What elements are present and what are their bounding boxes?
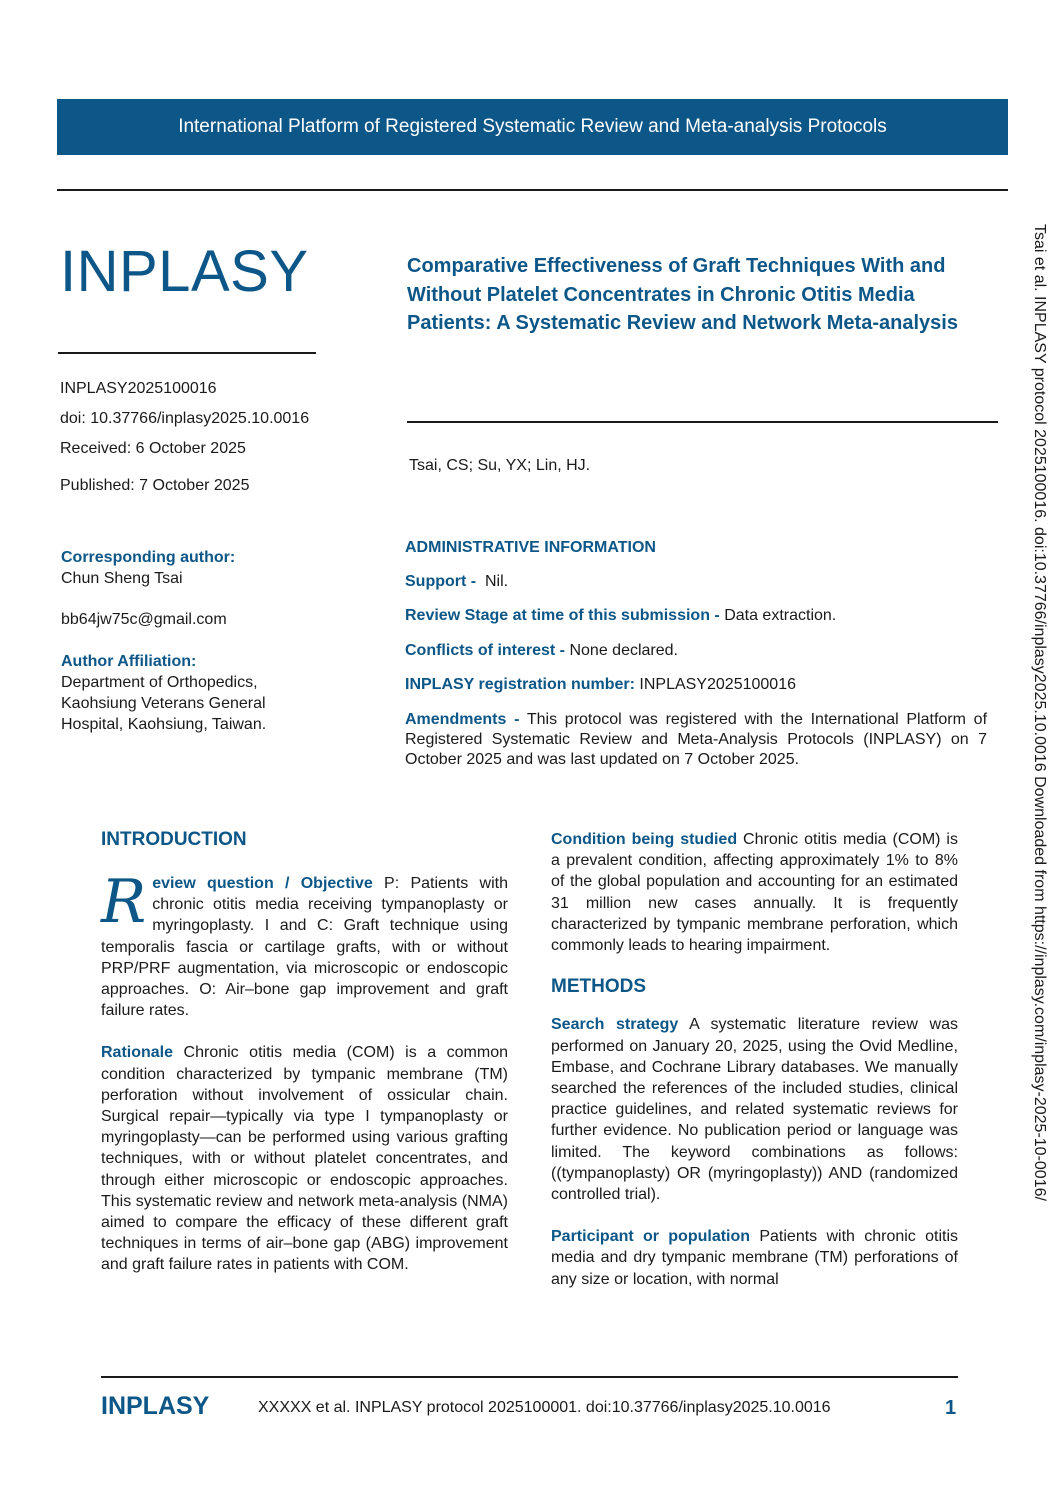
review-stage-value: Data extraction. bbox=[724, 607, 837, 624]
search-strategy-text: A systematic literature review was performed on January 20, 2025, using the Ovid Medline, Embase, and Cochrane Library databases. We manually searched the references of the included studies, clinical practice guidelines, and related systematic reviews for further evidence. No publication period or language was limited. The keyword combinations as follows: ((tympanoplasty) OR (myringoplasty)) AND (randomized controlled trial). bbox=[551, 1016, 959, 1204]
published-date: Published: 7 October 2025 bbox=[60, 477, 250, 494]
review-stage-label: Review Stage at time of this submission - bbox=[405, 607, 720, 624]
admin-conflicts bbox=[405, 641, 987, 661]
footer-rule bbox=[101, 1376, 958, 1378]
participant-text: Patients with chronic otitis media and dry tympanic membrane (TM) perforations of any size or location, with normal bbox=[551, 1228, 959, 1288]
top-rule bbox=[57, 189, 1008, 191]
corresponding-author-block bbox=[61, 547, 311, 735]
title-rule bbox=[407, 421, 998, 423]
conflicts-value: None declared. bbox=[569, 642, 678, 659]
corresponding-author-name: Chun Sheng Tsai bbox=[61, 570, 183, 587]
support-label: Support - bbox=[405, 573, 477, 590]
review-question-text: P: Patients with chronic otitis media receiving tympanoplasty or myringoplasty. I and C: Graft technique using temporalis fascia or cartilage grafts, with or without PRP/PRF augmentation, via microscopic or endoscopic approaches. O: Air–bone gap improvement and graft failure rates. bbox=[101, 875, 508, 1020]
registration-label: INPLASY registration number: bbox=[405, 676, 635, 693]
search-strategy-paragraph bbox=[551, 1014, 958, 1205]
logo-rule bbox=[58, 352, 316, 354]
admin-support bbox=[405, 572, 987, 592]
page-number: 1 bbox=[945, 1397, 957, 1419]
amendments-label: Amendments - bbox=[405, 711, 520, 728]
participant-label: Participant or population bbox=[551, 1228, 751, 1246]
condition-paragraph bbox=[551, 829, 958, 956]
amendments-text: This protocol was registered with the International Platform of Registered Systematic Review and Meta-Analysis Protocols (INPLASY) on 7 October 2025 and was last updated on 7 October 2025. bbox=[405, 711, 988, 768]
participant-paragraph bbox=[551, 1226, 958, 1290]
platform-banner: International Platform of Registered Systematic Review and Meta-analysis Protocols bbox=[57, 99, 1008, 155]
admin-review-stage bbox=[405, 606, 987, 626]
search-strategy-label: Search strategy bbox=[551, 1016, 679, 1034]
drop-cap: R bbox=[101, 867, 147, 937]
condition-label: Condition being studied bbox=[551, 831, 738, 848]
footer-logo: INPLASY bbox=[101, 1392, 210, 1420]
methods-heading: METHODS bbox=[551, 976, 646, 998]
review-question-label: eview question / Objective bbox=[152, 875, 373, 892]
registration-id: INPLASY2025100016 bbox=[60, 380, 217, 397]
registration-value: INPLASY2025100016 bbox=[639, 676, 796, 693]
review-question-paragraph bbox=[101, 867, 508, 1021]
rationale-text: Chronic otitis media (COM) is a common condition characterized by tympanic membrane (TM) perforation without involvement of ossicular chain. Surgical repair—typically via type I tympanoplasty or myringoplasty—can be performed using various grafting techniques, with or without platelet concentrates, and through either microscopic or endoscopic approaches. This systematic review and network meta-analysis (NMA) aimed to compare the efficacy of these different graft techniques in terms of air–bone gap (ABG) improvement and graft failure rates in patients with COM. bbox=[101, 1044, 508, 1274]
condition-text: Chronic otitis media (COM) is a prevalent condition, affecting approximately 1% to 8% of the global population and accounting for an estimated 31 million new cases annually. It is frequently characterized by tympanic membrane perforation, which commonly leads to hearing impairment. bbox=[551, 831, 958, 955]
paper-title: Comparative Effectiveness of Graft Techniques With and Without Platelet Concentrates in Chronic Otitis Media Patients: A Systematic Review and Network Meta-analysis bbox=[407, 255, 958, 334]
support-value: Nil. bbox=[484, 573, 509, 590]
rationale-label: Rationale bbox=[101, 1044, 174, 1062]
admin-amendments bbox=[405, 710, 987, 770]
inplasy-logo: INPLASY bbox=[60, 239, 309, 304]
rationale-paragraph bbox=[101, 1042, 508, 1275]
introduction-heading: INTRODUCTION bbox=[101, 829, 247, 850]
footer-citation: XXXXX et al. INPLASY protocol 2025100001. doi:10.37766/inplasy2025.10.0016 bbox=[258, 1399, 831, 1416]
introduction-column bbox=[101, 867, 508, 1276]
corresponding-author-email: bb64jw75c@gmail.com bbox=[61, 611, 227, 628]
doi: doi: 10.37766/inplasy2025.10.0016 bbox=[60, 410, 310, 427]
admin-registration bbox=[405, 675, 987, 695]
corresponding-author-label: Corresponding author: bbox=[61, 549, 236, 566]
side-citation: Tsai et al. INPLASY protocol 2025100016. doi:10.37766/inplasy2025.10.0016 Downloaded from https://inplasy.com/inplasy-2025-10-0016/ bbox=[1031, 224, 1048, 1201]
right-column bbox=[551, 829, 958, 1290]
author-list: Tsai, CS; Su, YX; Lin, HJ. bbox=[409, 457, 591, 474]
admin-heading: ADMINISTRATIVE INFORMATION bbox=[405, 539, 656, 556]
received-date: Received: 6 October 2025 bbox=[60, 440, 246, 457]
affiliation-label: Author Affiliation: bbox=[61, 653, 197, 670]
affiliation-text: Department of Orthopedics, Kaohsiung Veterans General Hospital, Kaohsiung, Taiwan. bbox=[61, 674, 267, 733]
conflicts-label: Conflicts of interest - bbox=[405, 642, 566, 659]
